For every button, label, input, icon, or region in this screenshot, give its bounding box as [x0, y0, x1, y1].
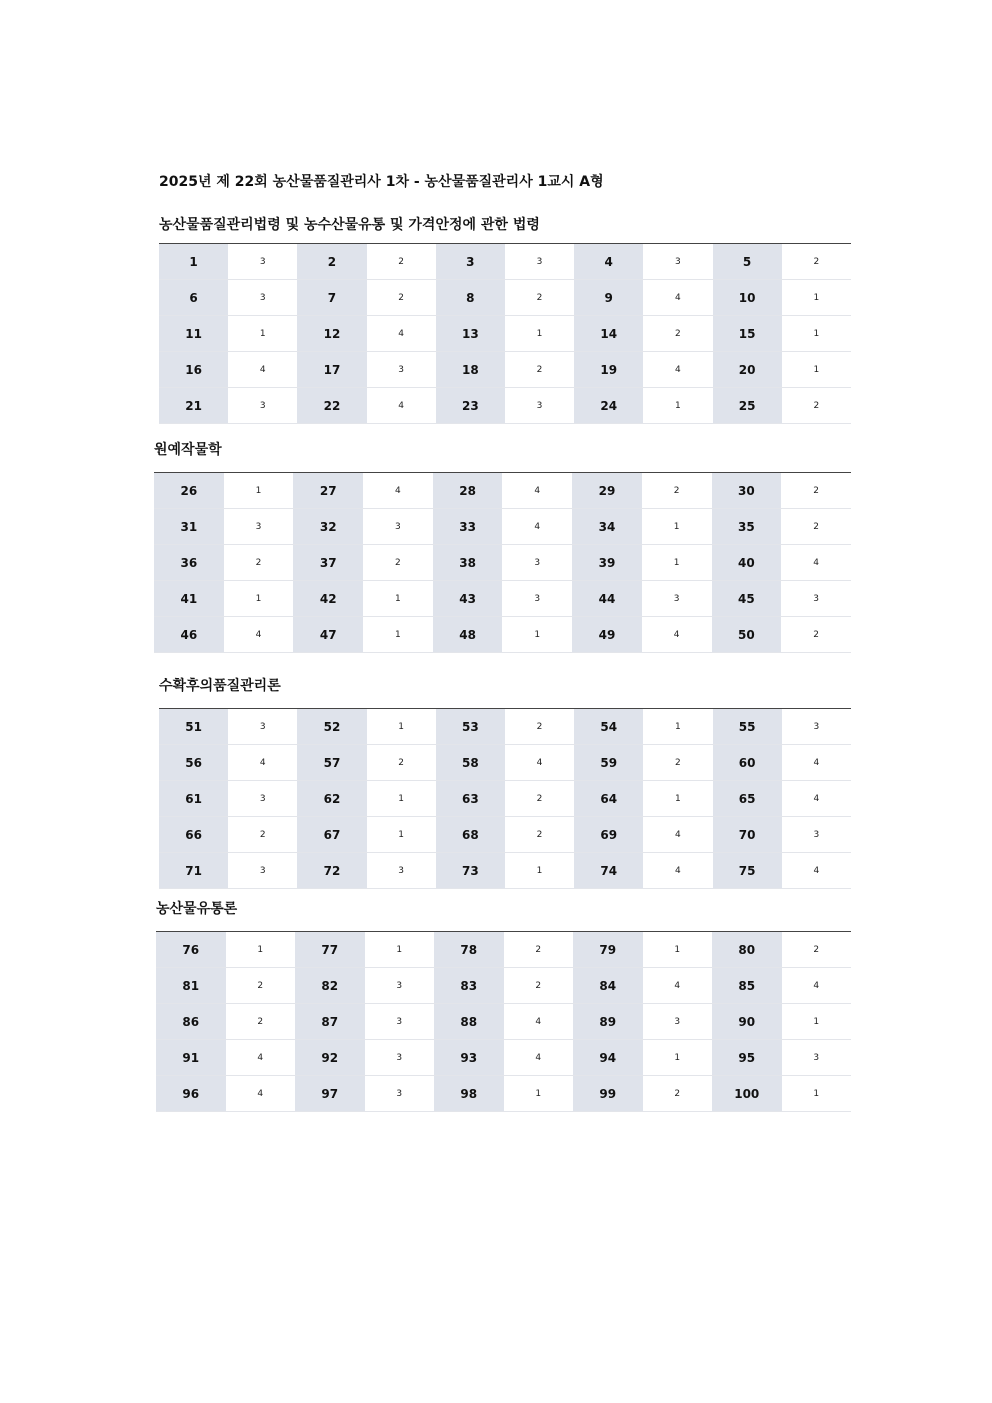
answer-cell: 3 [502, 545, 572, 581]
question-number-cell: 58 [436, 745, 505, 781]
answer-cell: 4 [228, 745, 297, 781]
question-number-cell: 80 [712, 932, 782, 968]
answer-cell: 3 [365, 1004, 435, 1040]
question-number-cell: 14 [574, 316, 643, 352]
question-number-cell: 43 [433, 581, 503, 617]
answer-cell: 2 [226, 968, 296, 1004]
answer-cell: 2 [505, 709, 574, 745]
answer-cell: 1 [782, 1076, 852, 1112]
answer-cell: 3 [224, 509, 294, 545]
answer-cell: 3 [228, 709, 297, 745]
question-number-cell: 86 [156, 1004, 226, 1040]
answer-cell: 1 [782, 316, 851, 352]
table-row [159, 853, 851, 889]
answer-cell: 3 [228, 388, 297, 424]
question-number-cell: 40 [712, 545, 782, 581]
answer-cell: 2 [781, 509, 851, 545]
answer-cell: 2 [505, 781, 574, 817]
answer-cell: 1 [782, 1004, 852, 1040]
answer-cell: 1 [502, 617, 572, 653]
answer-cell: 3 [643, 1004, 713, 1040]
answer-cell: 4 [782, 781, 851, 817]
question-number-cell: 21 [159, 388, 228, 424]
question-number-cell: 22 [297, 388, 366, 424]
answer-cell: 2 [781, 473, 851, 509]
section-title-postharvest: 수확후의품질관리론 [159, 678, 281, 694]
question-number-cell: 83 [434, 968, 504, 1004]
question-number-cell: 44 [572, 581, 642, 617]
question-number-cell: 89 [573, 1004, 643, 1040]
answer-cell: 4 [782, 853, 851, 889]
table-row [154, 473, 851, 509]
answer-cell: 4 [363, 473, 433, 509]
answer-cell: 3 [781, 581, 851, 617]
question-number-cell: 19 [574, 352, 643, 388]
question-number-cell: 55 [713, 709, 782, 745]
answer-cell: 3 [505, 388, 574, 424]
question-number-cell: 76 [156, 932, 226, 968]
question-number-cell: 25 [713, 388, 782, 424]
table-row [159, 709, 851, 745]
question-number-cell: 69 [574, 817, 643, 853]
question-number-cell: 32 [293, 509, 363, 545]
answer-cell: 4 [643, 968, 713, 1004]
question-number-cell: 5 [713, 244, 782, 280]
answer-cell: 1 [505, 853, 574, 889]
question-number-cell: 53 [436, 709, 505, 745]
answer-cell: 4 [228, 352, 297, 388]
question-number-cell: 15 [713, 316, 782, 352]
document-title: 2025년 제 22회 농산물품질관리사 1차 - 농산물품질관리사 1교시 A형 [159, 174, 604, 190]
table-row [156, 1040, 851, 1076]
answer-cell: 2 [782, 932, 852, 968]
question-number-cell: 8 [436, 280, 505, 316]
question-number-cell: 28 [433, 473, 503, 509]
question-number-cell: 78 [434, 932, 504, 968]
question-number-cell: 37 [293, 545, 363, 581]
question-number-cell: 46 [154, 617, 224, 653]
table-row [156, 968, 851, 1004]
answer-cell: 2 [367, 745, 436, 781]
question-number-cell: 23 [436, 388, 505, 424]
answer-cell: 3 [228, 244, 297, 280]
answer-cell: 1 [367, 709, 436, 745]
table-row [159, 781, 851, 817]
table-row [156, 1076, 851, 1112]
question-number-cell: 93 [434, 1040, 504, 1076]
answer-cell: 1 [363, 581, 433, 617]
answer-cell: 4 [643, 352, 712, 388]
answer-cell: 2 [782, 388, 851, 424]
answer-cell: 1 [504, 1076, 574, 1112]
answer-cell: 1 [505, 316, 574, 352]
answer-table-horticulture [154, 472, 851, 653]
table-row [159, 352, 851, 388]
question-number-cell: 98 [434, 1076, 504, 1112]
question-number-cell: 75 [713, 853, 782, 889]
question-number-cell: 61 [159, 781, 228, 817]
answer-cell: 3 [502, 581, 572, 617]
answer-cell: 3 [365, 1040, 435, 1076]
question-number-cell: 45 [712, 581, 782, 617]
answer-cell: 4 [782, 745, 851, 781]
answer-cell: 2 [504, 932, 574, 968]
table-row [159, 244, 851, 280]
answer-cell: 1 [782, 352, 851, 388]
answer-cell: 3 [642, 581, 712, 617]
question-number-cell: 38 [433, 545, 503, 581]
question-number-cell: 66 [159, 817, 228, 853]
question-number-cell: 63 [436, 781, 505, 817]
answer-cell: 4 [224, 617, 294, 653]
answer-cell: 3 [782, 1040, 852, 1076]
answer-cell: 1 [642, 509, 712, 545]
answer-cell: 3 [228, 853, 297, 889]
question-number-cell: 71 [159, 853, 228, 889]
answer-cell: 1 [643, 709, 712, 745]
question-number-cell: 95 [712, 1040, 782, 1076]
question-number-cell: 68 [436, 817, 505, 853]
question-number-cell: 35 [712, 509, 782, 545]
answer-cell: 3 [365, 1076, 435, 1112]
question-number-cell: 18 [436, 352, 505, 388]
answer-cell: 2 [643, 745, 712, 781]
table-row [159, 280, 851, 316]
question-number-cell: 27 [293, 473, 363, 509]
question-number-cell: 60 [713, 745, 782, 781]
question-number-cell: 31 [154, 509, 224, 545]
answer-table-law [159, 243, 851, 424]
question-number-cell: 94 [573, 1040, 643, 1076]
answer-cell: 4 [504, 1004, 574, 1040]
answer-cell: 4 [642, 617, 712, 653]
answer-table-postharvest [159, 708, 851, 889]
answer-cell: 4 [502, 509, 572, 545]
answer-cell: 4 [781, 545, 851, 581]
question-number-cell: 64 [574, 781, 643, 817]
answer-cell: 1 [226, 932, 296, 968]
section-title-horticulture: 원예작물학 [154, 442, 222, 458]
answer-cell: 3 [643, 244, 712, 280]
question-number-cell: 48 [433, 617, 503, 653]
question-number-cell: 79 [573, 932, 643, 968]
question-number-cell: 56 [159, 745, 228, 781]
section-title-distribution: 농산물유통론 [156, 901, 238, 917]
answer-cell: 2 [505, 352, 574, 388]
answer-cell: 1 [367, 781, 436, 817]
question-number-cell: 2 [297, 244, 366, 280]
question-number-cell: 9 [574, 280, 643, 316]
question-number-cell: 47 [293, 617, 363, 653]
table-row [159, 817, 851, 853]
table-row [156, 932, 851, 968]
answer-cell: 3 [365, 968, 435, 1004]
answer-cell: 1 [643, 388, 712, 424]
answer-cell: 2 [226, 1004, 296, 1040]
question-number-cell: 92 [295, 1040, 365, 1076]
answer-cell: 2 [504, 968, 574, 1004]
question-number-cell: 20 [713, 352, 782, 388]
answer-cell: 4 [643, 817, 712, 853]
question-number-cell: 13 [436, 316, 505, 352]
question-number-cell: 33 [433, 509, 503, 545]
answer-cell: 2 [363, 545, 433, 581]
answer-cell: 4 [643, 280, 712, 316]
answer-cell: 2 [228, 817, 297, 853]
question-number-cell: 4 [574, 244, 643, 280]
answer-cell: 1 [643, 781, 712, 817]
table-row [159, 745, 851, 781]
question-number-cell: 30 [712, 473, 782, 509]
question-number-cell: 70 [713, 817, 782, 853]
question-number-cell: 10 [713, 280, 782, 316]
question-number-cell: 49 [572, 617, 642, 653]
answer-cell: 4 [643, 853, 712, 889]
answer-cell: 2 [224, 545, 294, 581]
table-row [159, 316, 851, 352]
answer-cell: 1 [782, 280, 851, 316]
question-number-cell: 84 [573, 968, 643, 1004]
question-number-cell: 7 [297, 280, 366, 316]
question-number-cell: 82 [295, 968, 365, 1004]
question-number-cell: 16 [159, 352, 228, 388]
question-number-cell: 74 [574, 853, 643, 889]
answer-cell: 4 [226, 1076, 296, 1112]
answer-cell: 2 [505, 817, 574, 853]
answer-cell: 3 [782, 709, 851, 745]
question-number-cell: 87 [295, 1004, 365, 1040]
question-number-cell: 81 [156, 968, 226, 1004]
answer-cell: 4 [505, 745, 574, 781]
question-number-cell: 77 [295, 932, 365, 968]
question-number-cell: 90 [712, 1004, 782, 1040]
answer-cell: 1 [643, 932, 713, 968]
question-number-cell: 42 [293, 581, 363, 617]
question-number-cell: 85 [712, 968, 782, 1004]
question-number-cell: 65 [713, 781, 782, 817]
question-number-cell: 12 [297, 316, 366, 352]
question-number-cell: 72 [297, 853, 366, 889]
question-number-cell: 54 [574, 709, 643, 745]
question-number-cell: 91 [156, 1040, 226, 1076]
question-number-cell: 3 [436, 244, 505, 280]
answer-cell: 1 [363, 617, 433, 653]
answer-cell: 2 [643, 1076, 713, 1112]
question-number-cell: 17 [297, 352, 366, 388]
question-number-cell: 88 [434, 1004, 504, 1040]
answer-cell: 1 [365, 932, 435, 968]
answer-cell: 4 [226, 1040, 296, 1076]
question-number-cell: 59 [574, 745, 643, 781]
table-row [154, 545, 851, 581]
question-number-cell: 57 [297, 745, 366, 781]
answer-cell: 4 [504, 1040, 574, 1076]
table-row [156, 1004, 851, 1040]
answer-cell: 3 [782, 817, 851, 853]
section-title-law: 농산물품질관리법령 및 농수산물유통 및 가격안정에 관한 법령 [159, 217, 540, 233]
answer-cell: 3 [228, 781, 297, 817]
answer-cell: 4 [367, 316, 436, 352]
answer-cell: 1 [224, 473, 294, 509]
question-number-cell: 1 [159, 244, 228, 280]
answer-cell: 2 [505, 280, 574, 316]
answer-cell: 2 [781, 617, 851, 653]
answer-cell: 2 [367, 244, 436, 280]
table-row [154, 617, 851, 653]
question-number-cell: 99 [573, 1076, 643, 1112]
question-number-cell: 6 [159, 280, 228, 316]
answer-cell: 1 [228, 316, 297, 352]
question-number-cell: 97 [295, 1076, 365, 1112]
answer-cell: 2 [642, 473, 712, 509]
question-number-cell: 51 [159, 709, 228, 745]
question-number-cell: 50 [712, 617, 782, 653]
question-number-cell: 24 [574, 388, 643, 424]
answer-table-distribution [156, 931, 851, 1112]
question-number-cell: 36 [154, 545, 224, 581]
question-number-cell: 29 [572, 473, 642, 509]
answer-cell: 3 [228, 280, 297, 316]
answer-cell: 2 [782, 244, 851, 280]
question-number-cell: 39 [572, 545, 642, 581]
answer-cell: 4 [367, 388, 436, 424]
question-number-cell: 26 [154, 473, 224, 509]
question-number-cell: 11 [159, 316, 228, 352]
answer-cell: 4 [782, 968, 852, 1004]
question-number-cell: 67 [297, 817, 366, 853]
question-number-cell: 62 [297, 781, 366, 817]
question-number-cell: 41 [154, 581, 224, 617]
answer-cell: 1 [642, 545, 712, 581]
question-number-cell: 100 [712, 1076, 782, 1112]
answer-cell: 3 [505, 244, 574, 280]
answer-cell: 4 [502, 473, 572, 509]
table-row [154, 581, 851, 617]
answer-cell: 2 [643, 316, 712, 352]
question-number-cell: 52 [297, 709, 366, 745]
answer-cell: 1 [224, 581, 294, 617]
answer-cell: 1 [367, 817, 436, 853]
question-number-cell: 73 [436, 853, 505, 889]
table-row [159, 388, 851, 424]
question-number-cell: 96 [156, 1076, 226, 1112]
table-row [154, 509, 851, 545]
question-number-cell: 34 [572, 509, 642, 545]
answer-cell: 3 [367, 853, 436, 889]
answer-cell: 3 [363, 509, 433, 545]
answer-cell: 1 [643, 1040, 713, 1076]
answer-cell: 3 [367, 352, 436, 388]
answer-cell: 2 [367, 280, 436, 316]
